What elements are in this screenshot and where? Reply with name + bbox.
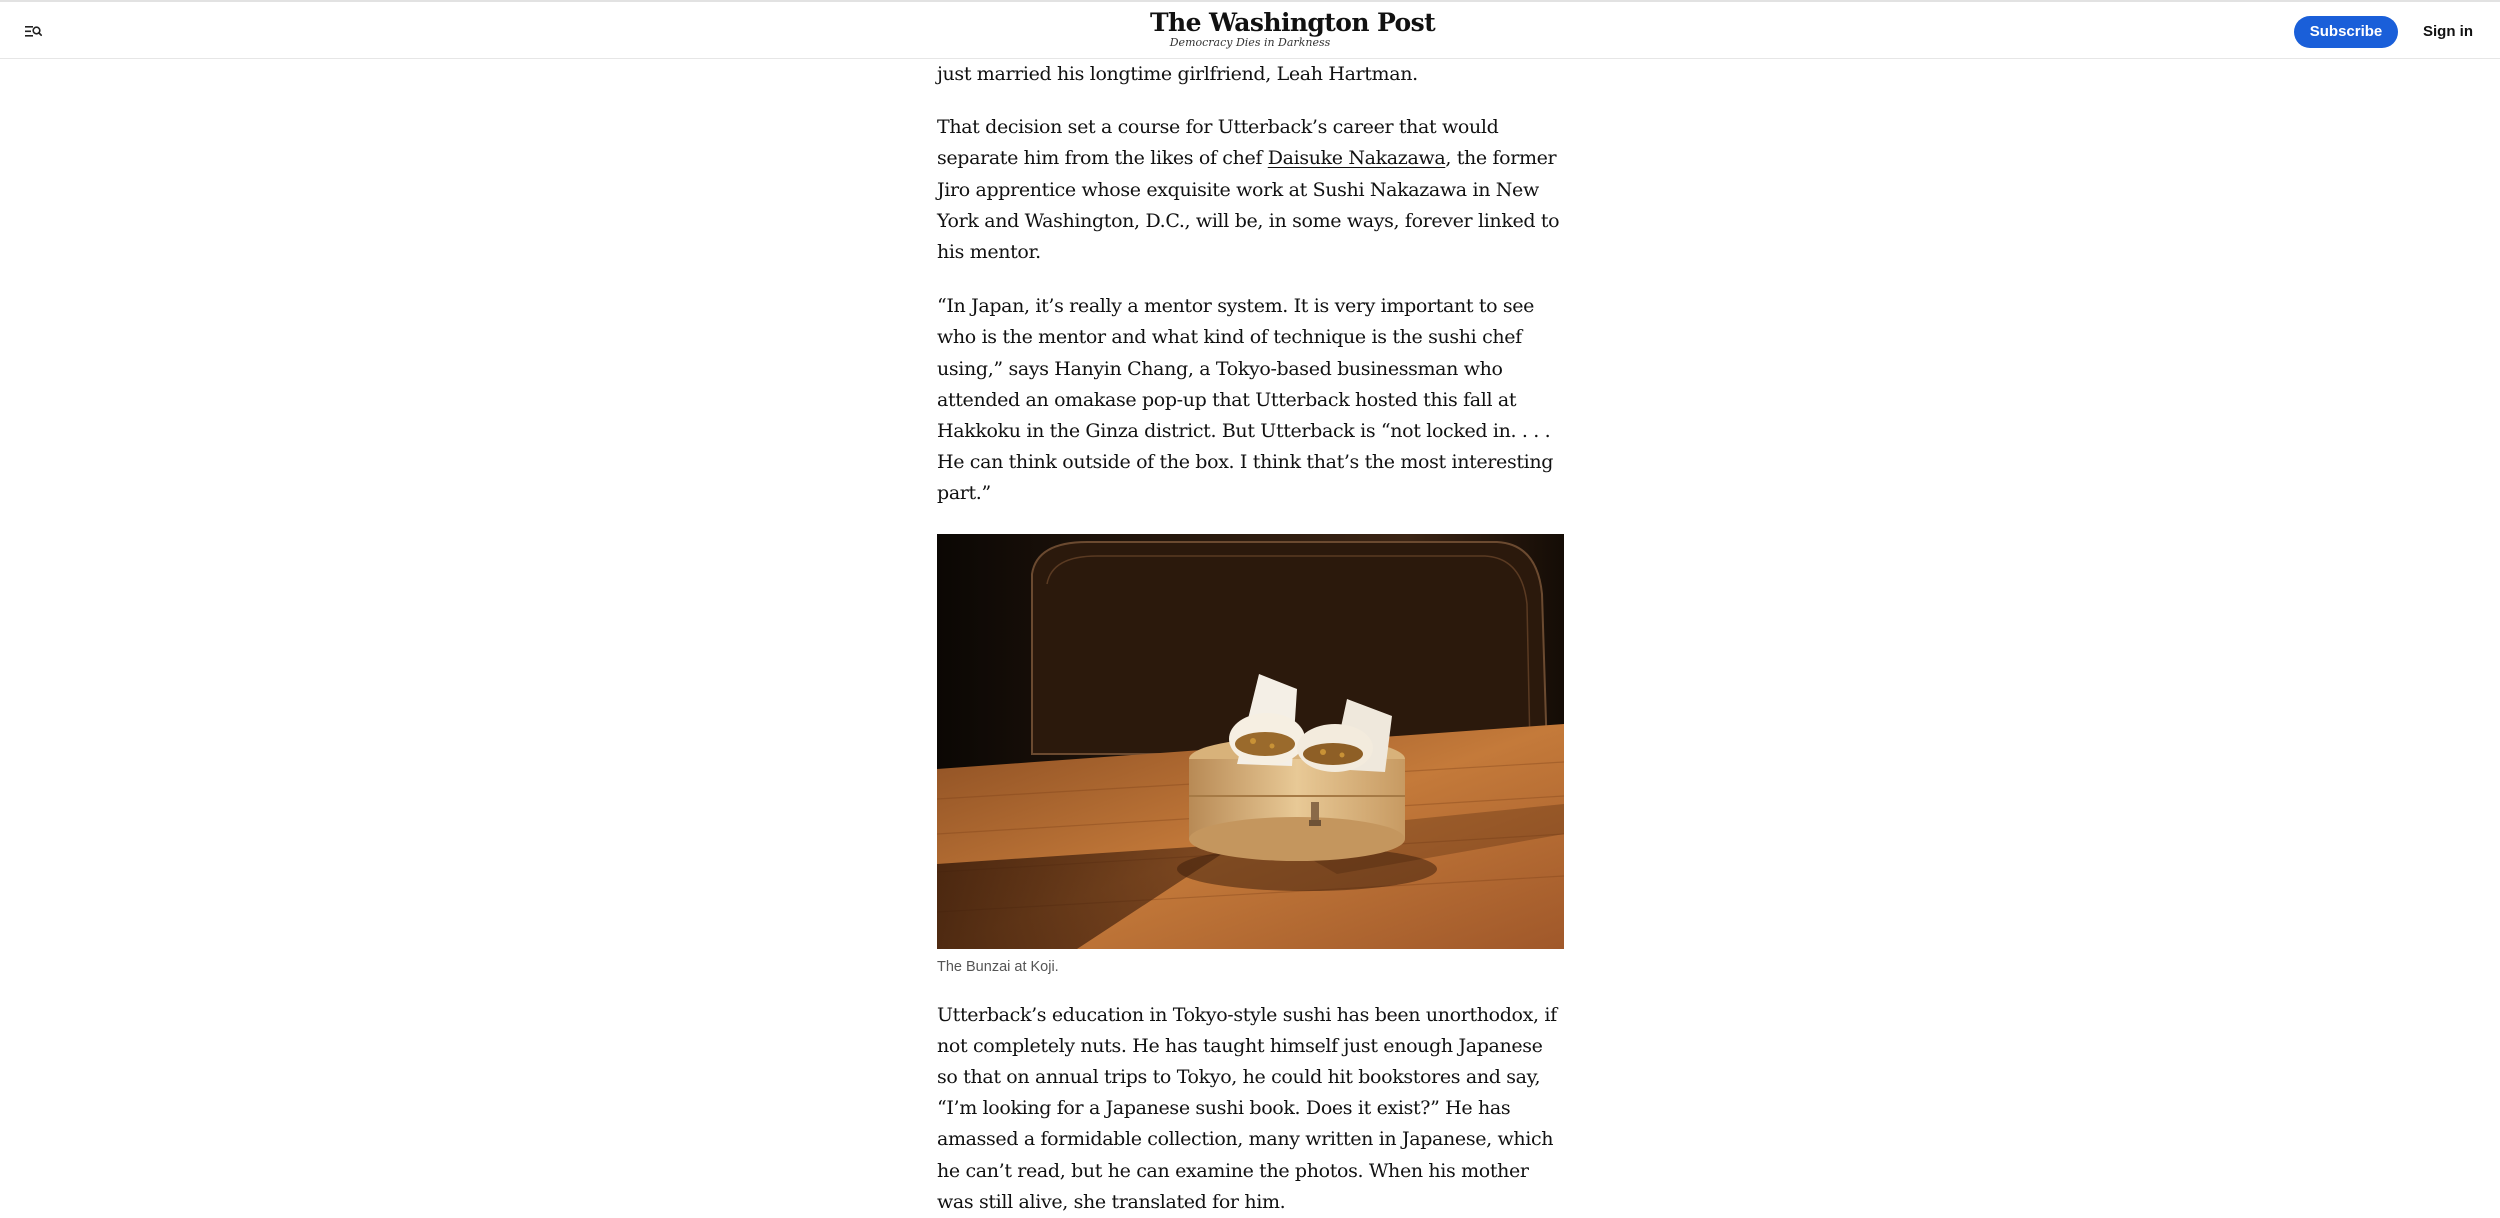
site-header	[0, 2, 2500, 59]
article-photo	[937, 534, 1564, 977]
photo-caption: The Bunzai at Koji.	[937, 958, 1059, 975]
site-logo: The Washington Post	[1150, 8, 1436, 37]
menu-search-icon[interactable]	[22, 20, 44, 42]
bunzai-photo-illustration	[937, 534, 1564, 949]
daisuke-nakazawa-link[interactable]: Daisuke Nakazawa	[1267, 147, 1446, 170]
paragraph-text: That decision set a course for Utterback’s career that would separate him from the likes of chef	[937, 116, 1499, 170]
sign-in-link[interactable]: Sign in	[2423, 23, 2473, 40]
paragraph-mentor-quote: “In Japan, it’s really a mentor system. It is very important to see who is the mentor and what kind of technique is the sushi chef using,” says Hanyin Chang, a Tokyo-based businessman who attended an omakase pop-up that Utterback hosted this fall at Hakkoku in the Ginza district. But Utterback is “not locked in. . . . He can think outside of the box. I think that’s the most interesting part.”	[937, 295, 1554, 505]
brand[interactable]	[1150, 8, 1436, 49]
article-body	[937, 59, 1564, 1218]
menu-search-glyph	[22, 20, 44, 42]
paragraph-nakazawa	[937, 112, 1564, 268]
site-tagline: Democracy Dies in Darkness	[1169, 36, 1331, 49]
paragraph-education: Utterback’s education in Tokyo-style sushi has been unorthodox, if not completely nuts. He has taught himself just enough Japanese so that on annual trips to Tokyo, he could hit bookstores and say, “I’m looking for a Japanese sushi book. Does it exist?” He has amassed a formidable collection, many written in Japanese, which he can’t read, but he can examine the photos. When his mother was still alive, she translated for him.	[937, 1003, 1557, 1213]
paragraph-fragment: just married his longtime girlfriend, Leah Hartman.	[937, 63, 1418, 85]
paragraph-text: , the former Jiro apprentice whose exquisite work at Sushi Nakazawa in New York and Washington, D.C., will be, in some ways, forever linked to his mentor.	[937, 147, 1560, 264]
photo-image[interactable]	[937, 534, 1564, 949]
subscribe-button[interactable]: Subscribe	[2294, 16, 2398, 48]
